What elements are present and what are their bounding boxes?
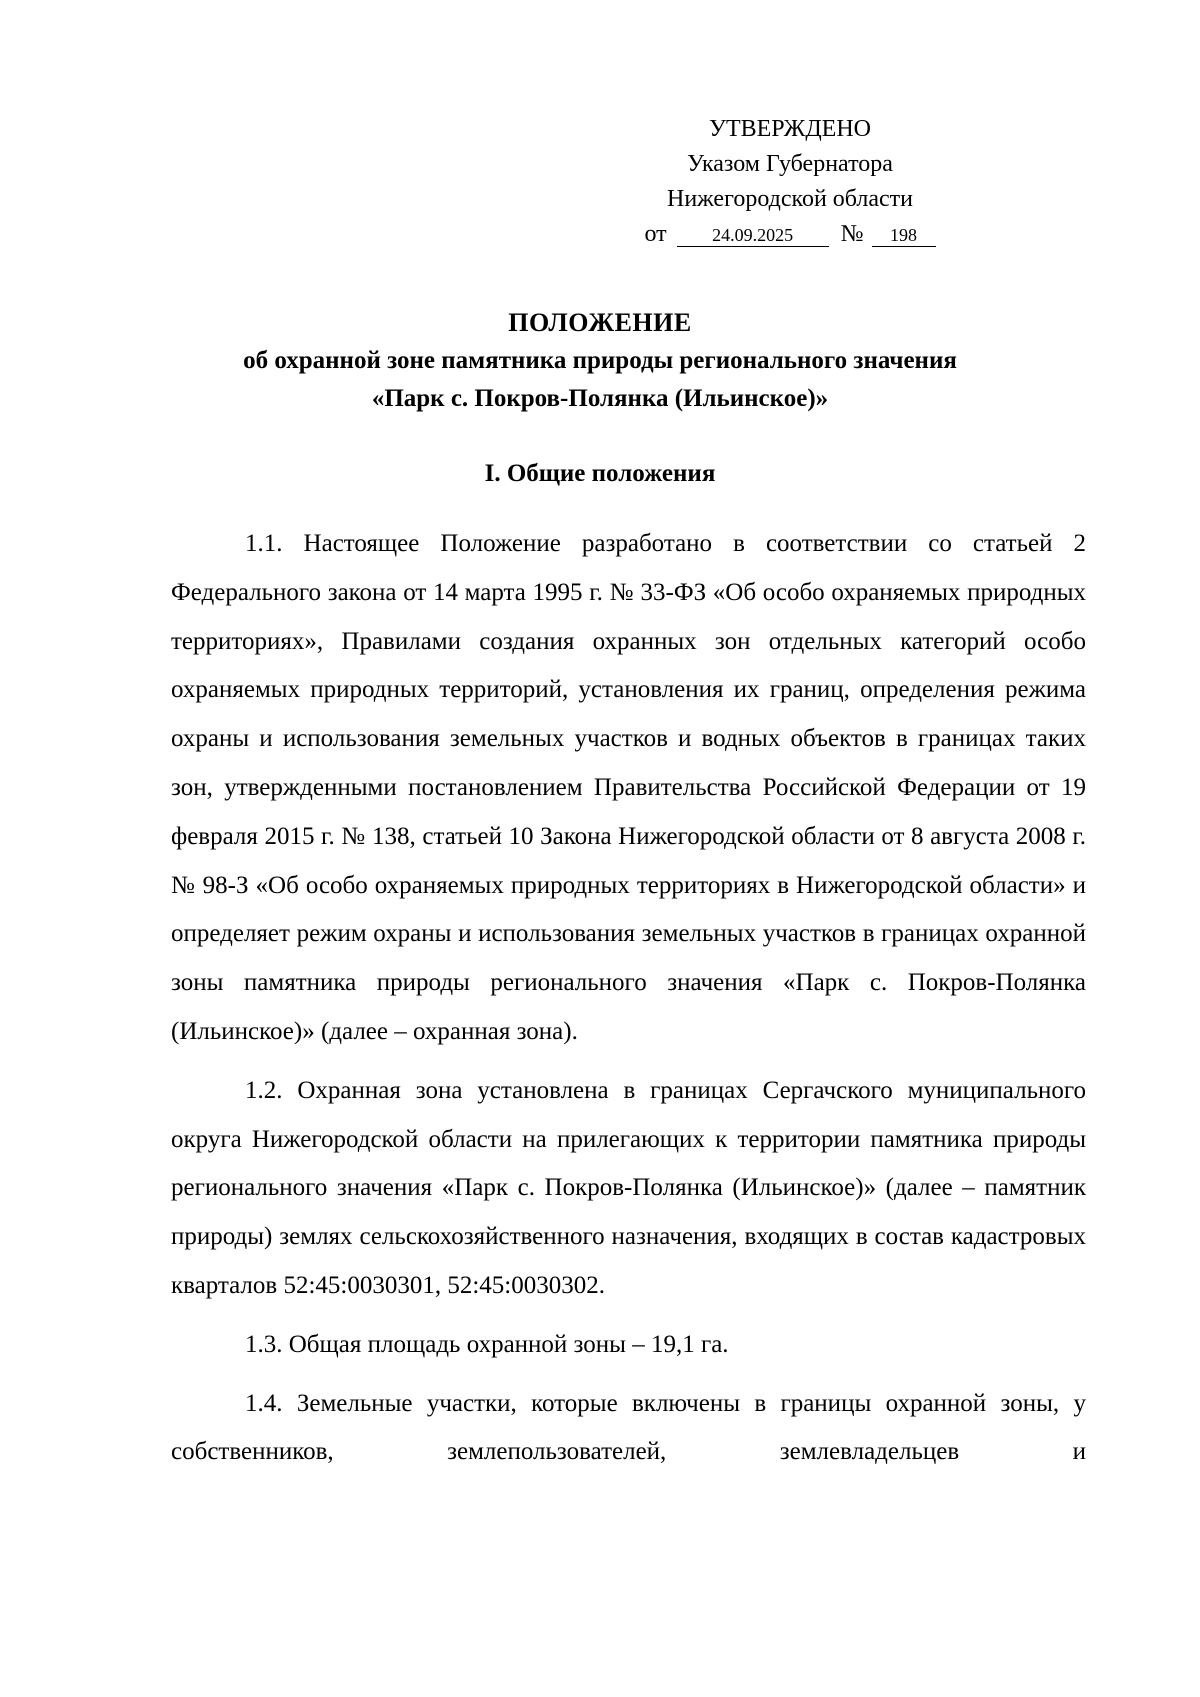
date-prefix: от	[644, 221, 667, 247]
document-subtitle-line-2: «Парк с. Покров-Полянка (Ильинское)»	[371, 385, 829, 412]
approval-date-row	[640, 217, 940, 252]
approval-date-value: 24.09.2025	[677, 222, 829, 247]
paragraph-1-2: 1.2. Охранная зона установлена в границах Сергачского муниципального округа Нижегородской области на прилегающих к территории памятника природы регионального значения «Парк с. Покров-Полянка (Ильинское)» (далее – памятник природы) землях сельскохозяйственного назначения, входящих в состав кадастровых кварталов 52:45:0030301, 52:45:0030302.	[171, 1076, 1086, 1299]
paragraph-1-4: 1.4. Земельные участки, которые включены в границы охранной зоны, у собственников, землепользователей, землевладельцев и	[171, 1389, 1086, 1466]
approval-stamp-block	[640, 112, 940, 252]
approval-line-region: Нижегородской области	[666, 186, 914, 212]
approval-line-decree: Указом Губернатора	[687, 151, 893, 177]
approval-number-value: 198	[872, 222, 936, 247]
number-sign: №	[840, 221, 864, 247]
document-title-block	[150, 304, 1050, 418]
paragraph-1-3: 1.3. Общая площадь охранной зоны – 19,1 га.	[245, 1330, 729, 1358]
section-heading: I. Общие положения	[484, 460, 716, 487]
document-subtitle-line-1: об охранной зоне памятника природы регионального значения	[243, 347, 957, 374]
approval-heading: УТВЕРЖДЕНО	[708, 116, 872, 142]
paragraph-1-1: 1.1. Настоящее Положение разработано в соответствии со статьей 2 Федерального закона от 14 марта 1995 г. № 33-ФЗ «Об особо охраняемых природных территориях», Правилами создания охранных зон отдельных категорий особо охраняемых природных территорий, установления их границ, определения режима охраны и использования земельных участков и водных объектов в границах таких зон, утвержденными постановлением Правительства Российской Федерации от 19 февраля 2015 г. № 138, статьей 10 Закона Нижегородской области от 8 августа 2008 г. № 98-З «Об особо охраняемых природных территориях в Нижегородской области» и определяет режим охраны и использования земельных участков в границах охранной зоны памятника природы регионального значения «Парк с. Покров-Полянка (Ильинское)» (далее – охранная зона).	[171, 530, 1086, 1045]
document-title: ПОЛОЖЕНИЕ	[508, 308, 692, 337]
document-body	[171, 520, 1086, 1487]
